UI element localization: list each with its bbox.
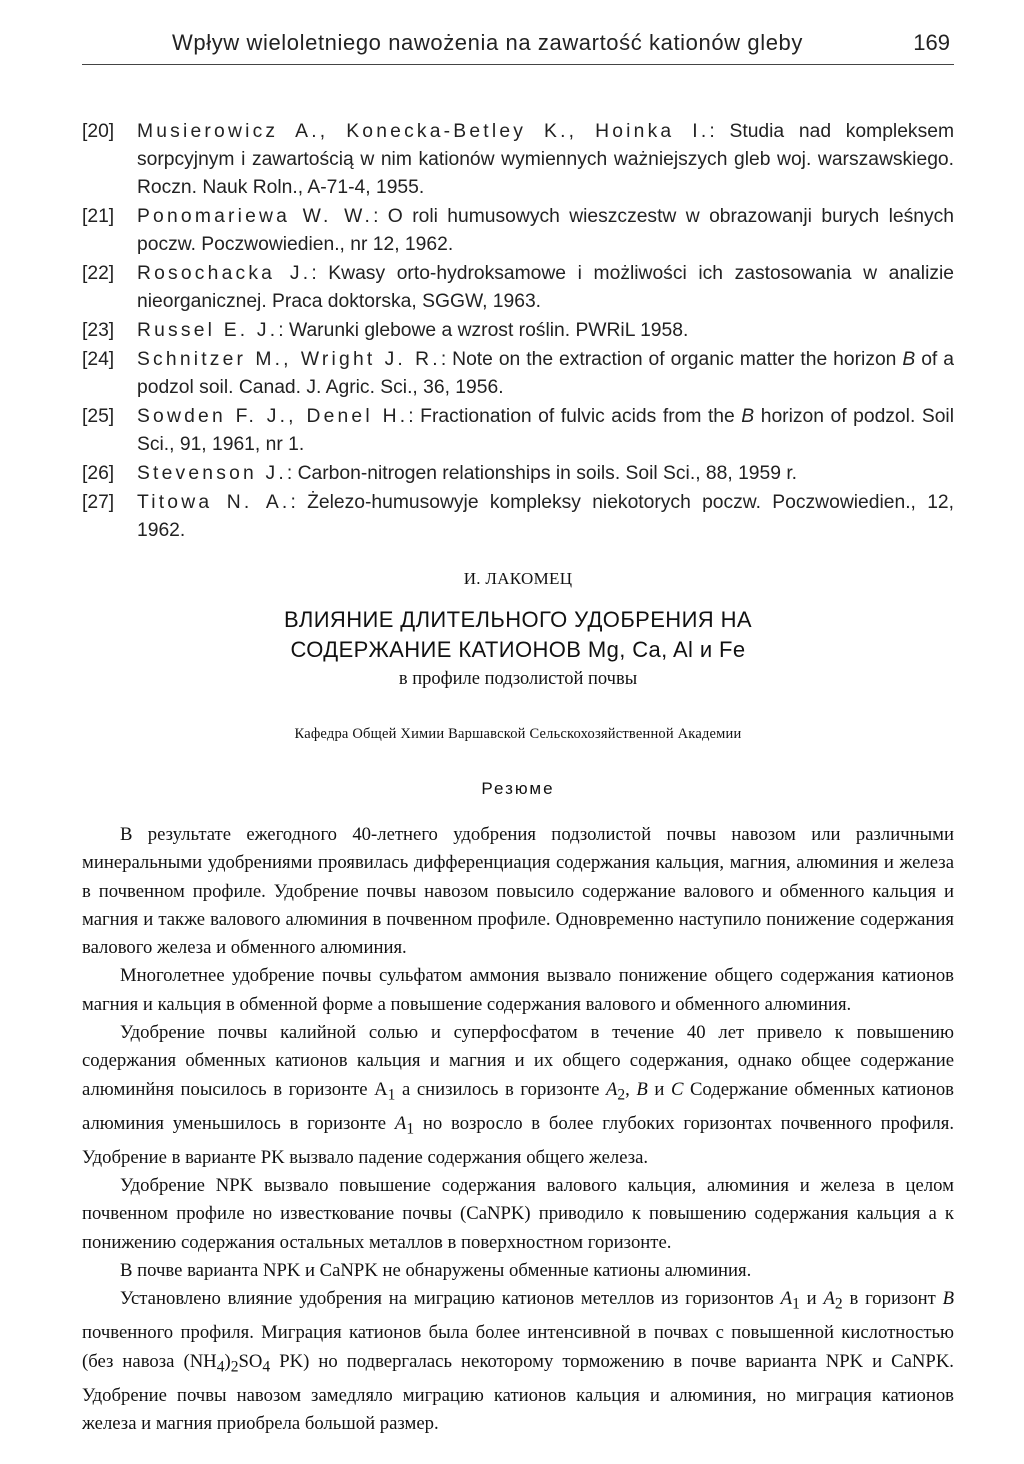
formula-subscript: 2 [230,1358,239,1376]
summary-paragraph: Многолетнее удобрение почвы сульфатом аммония вызвало понижение общего содержания катионов магния и кальция в обменной форме а повышение содержания валового и обменного алюминия. [82,965,954,1015]
reference-item [82,403,954,459]
reference-item [82,489,954,545]
text-run: PK) но подвергалась некоторому торможению в почве варианта NPK и CaNPK. Удобрение почвы навозом замедляло миграцию катионов кальция и алюминия, но миграция катионов железа и магния приобрела большой размер. [82,1350,954,1434]
reference-number: [20] [82,121,115,142]
reference-text: : Fractionation of fulvic acids from the [408,406,742,427]
summary-body [82,821,954,1438]
reference-text: of a podzol soil. Canad. J. Agric. Sci., 36, 1956. [137,349,954,398]
article-subtitle: в профиле подзолистой почвы [398,669,638,689]
text-run: и [799,1288,824,1310]
horizon-symbol: B [902,349,916,370]
title-line: СОДЕРЖАНИЕ КАТИОНОВ Mg, Ca, Al и Fe [290,637,746,662]
text-run: Установлено влияние удобрения на миграцию катионов метеллов из горизонтов [120,1288,781,1310]
horizon-subscript: 2 [617,1086,626,1104]
horizon-symbol: A [780,1288,793,1310]
reference-text: : Żelezo-humusowyje kompleksy niekotorych poczw. Poczwowiedien., 12, 1962. [137,492,954,541]
header-rule [82,64,954,65]
text-run: SO [238,1350,263,1372]
reference-text: : O roli humusowych wieszczestw w obrazowanji burych leśnych poczw. Poczwowiedien., nr 12, 1962. [137,206,954,255]
reference-authors: Schnitzer M., Wright J. R. [137,349,441,370]
reference-item [82,346,954,402]
reference-authors: Titowa N. A. [137,492,291,513]
reference-number: [21] [82,206,115,227]
reference-number: [26] [82,463,115,484]
text-run: в горизонт [842,1288,943,1310]
text-run: а снизилось в горизонте [395,1078,606,1100]
text-run: почвенного профиля. Миграция катионов была более интенсивной в почвах с повышенной кислотностью (без навоза (NH [82,1322,954,1372]
reference-text: : Carbon-nitrogen relationships in soils. Soil Sci., 88, 1959 r. [286,463,798,484]
horizon-symbol: B [942,1288,954,1310]
summary-paragraph [82,1285,954,1438]
reference-authors: Musierowicz A., Konecka-Betley K., Hoinka I. [137,121,710,142]
horizon-symbol: B [741,406,755,427]
summary-paragraph [82,1019,954,1172]
summary-paragraph: Удобрение NPK вызвало повышение содержания валового кальция, алюминия и железа в целом почвенном профиле но известкование почвы (CaNPK) приводило к повышению содержания кальция а к понижению содержания остальных металлов в поверхностном горизонте. [82,1175,954,1253]
summary-paragraph: В результате ежегодного 40-летнего удобрения подзолистой почвы навозом или различными минеральными удобрениями проявилась дифференциация содержания кальция, магния, алюминия и железа в почвенном профиле. Удобрение почвы навозом повысило содержание валового и обменного кальция и магния и также валового алюминия в почвенном профиле. Одновременно наступило понижение содержания валового железа и обменного алюминия. [82,824,954,959]
reference-authors: Sowden F. J., Denel H. [137,406,409,427]
reference-number: [23] [82,320,115,341]
horizon-symbol: A [823,1288,835,1310]
horizon-subscript: 1 [792,1295,800,1313]
reference-number: [22] [82,263,115,284]
reference-authors: Russel E. J. [137,320,279,341]
article-author: И. ЛАКОМЕЦ [463,569,573,588]
reference-authors: Stevenson J. [137,463,287,484]
text-run: и [647,1078,671,1100]
formula-subscript: 4 [262,1358,271,1376]
reference-item [82,118,954,202]
text-run: Содержание обменных катионов алюминия уменьшилось в горизонте [82,1078,954,1134]
horizon-symbol: A [374,1078,388,1100]
reference-text: : Kwasy orto-hydroksamowe i możliwości ich zastosowania w analizie nieorganicznej. Praca doktorska, SGGW, 1963. [137,263,954,312]
reference-number: [25] [82,406,115,427]
page-number: 169 [913,30,950,55]
reference-authors: Ponomariewa W. W. [137,206,374,227]
text-run: ) [224,1350,231,1372]
text-run: Удобрение почвы калийной солью и суперфосфатом в течение 40 лет привело к повышению содержания обменных катионов кальция и магния и их общего содержания, однако общее содержание алюминйня поысилось в горизонте [82,1022,954,1100]
horizon-symbol: A [394,1112,407,1134]
horizon-symbol: B [636,1078,648,1100]
running-header [82,26,954,66]
reference-item [82,460,954,488]
reference-item [82,317,954,345]
text-run: , [625,1078,637,1100]
reference-number: [24] [82,349,115,370]
horizon-subscript: 2 [834,1295,843,1313]
document-page [82,26,954,1438]
summary-paragraph: В почве варианта NPK и CaNPK не обнаружены обменные катионы алюминия. [120,1259,752,1281]
reference-text: : Note on the extraction of organic matter the horizon [440,349,903,370]
article-title [82,605,954,665]
reference-number: [27] [82,492,115,513]
text-run: но возросло в более глубоких горизонтах почвенного профиля. Удобрение в варианте PK вызвало падение содержания общего железа. [82,1112,954,1168]
summary-heading: Резюме [481,779,555,798]
reference-item [82,260,954,316]
affiliation: Кафедра Общей Химии Варшавской Сельскохозяйственной Академии [294,726,742,742]
reference-authors: Rosochacka J. [137,263,312,284]
reference-text: : Warunki glebowe a wzrost roślin. PWRiL 1958. [278,320,689,341]
reference-item [82,203,954,259]
horizon-subscript: 1 [387,1086,396,1104]
formula-subscript: 4 [216,1358,225,1376]
russian-summary-section [82,569,954,1438]
reference-list [82,118,954,545]
horizon-subscript: 1 [406,1120,415,1138]
horizon-symbol: A [605,1078,618,1100]
running-title: Wpływ wieloletniego nawożenia na zawartość kationów gleby [172,30,803,55]
horizon-symbol: C [670,1078,684,1100]
reference-text: : Studia nad kompleksem sorpcyjnym i zawartością w nim kationów wymiennych ważniejszych gleb woj. warszawskiego. Roczn. Nauk Roln., A-71-4, 1955. [137,121,955,198]
title-line: ВЛИЯНИЕ ДЛИТЕЛЬНОГО УДОБРЕНИЯ НА [284,607,752,632]
reference-text: horizon of podzol. Soil Sci., 91, 1961, nr 1. [137,406,954,455]
